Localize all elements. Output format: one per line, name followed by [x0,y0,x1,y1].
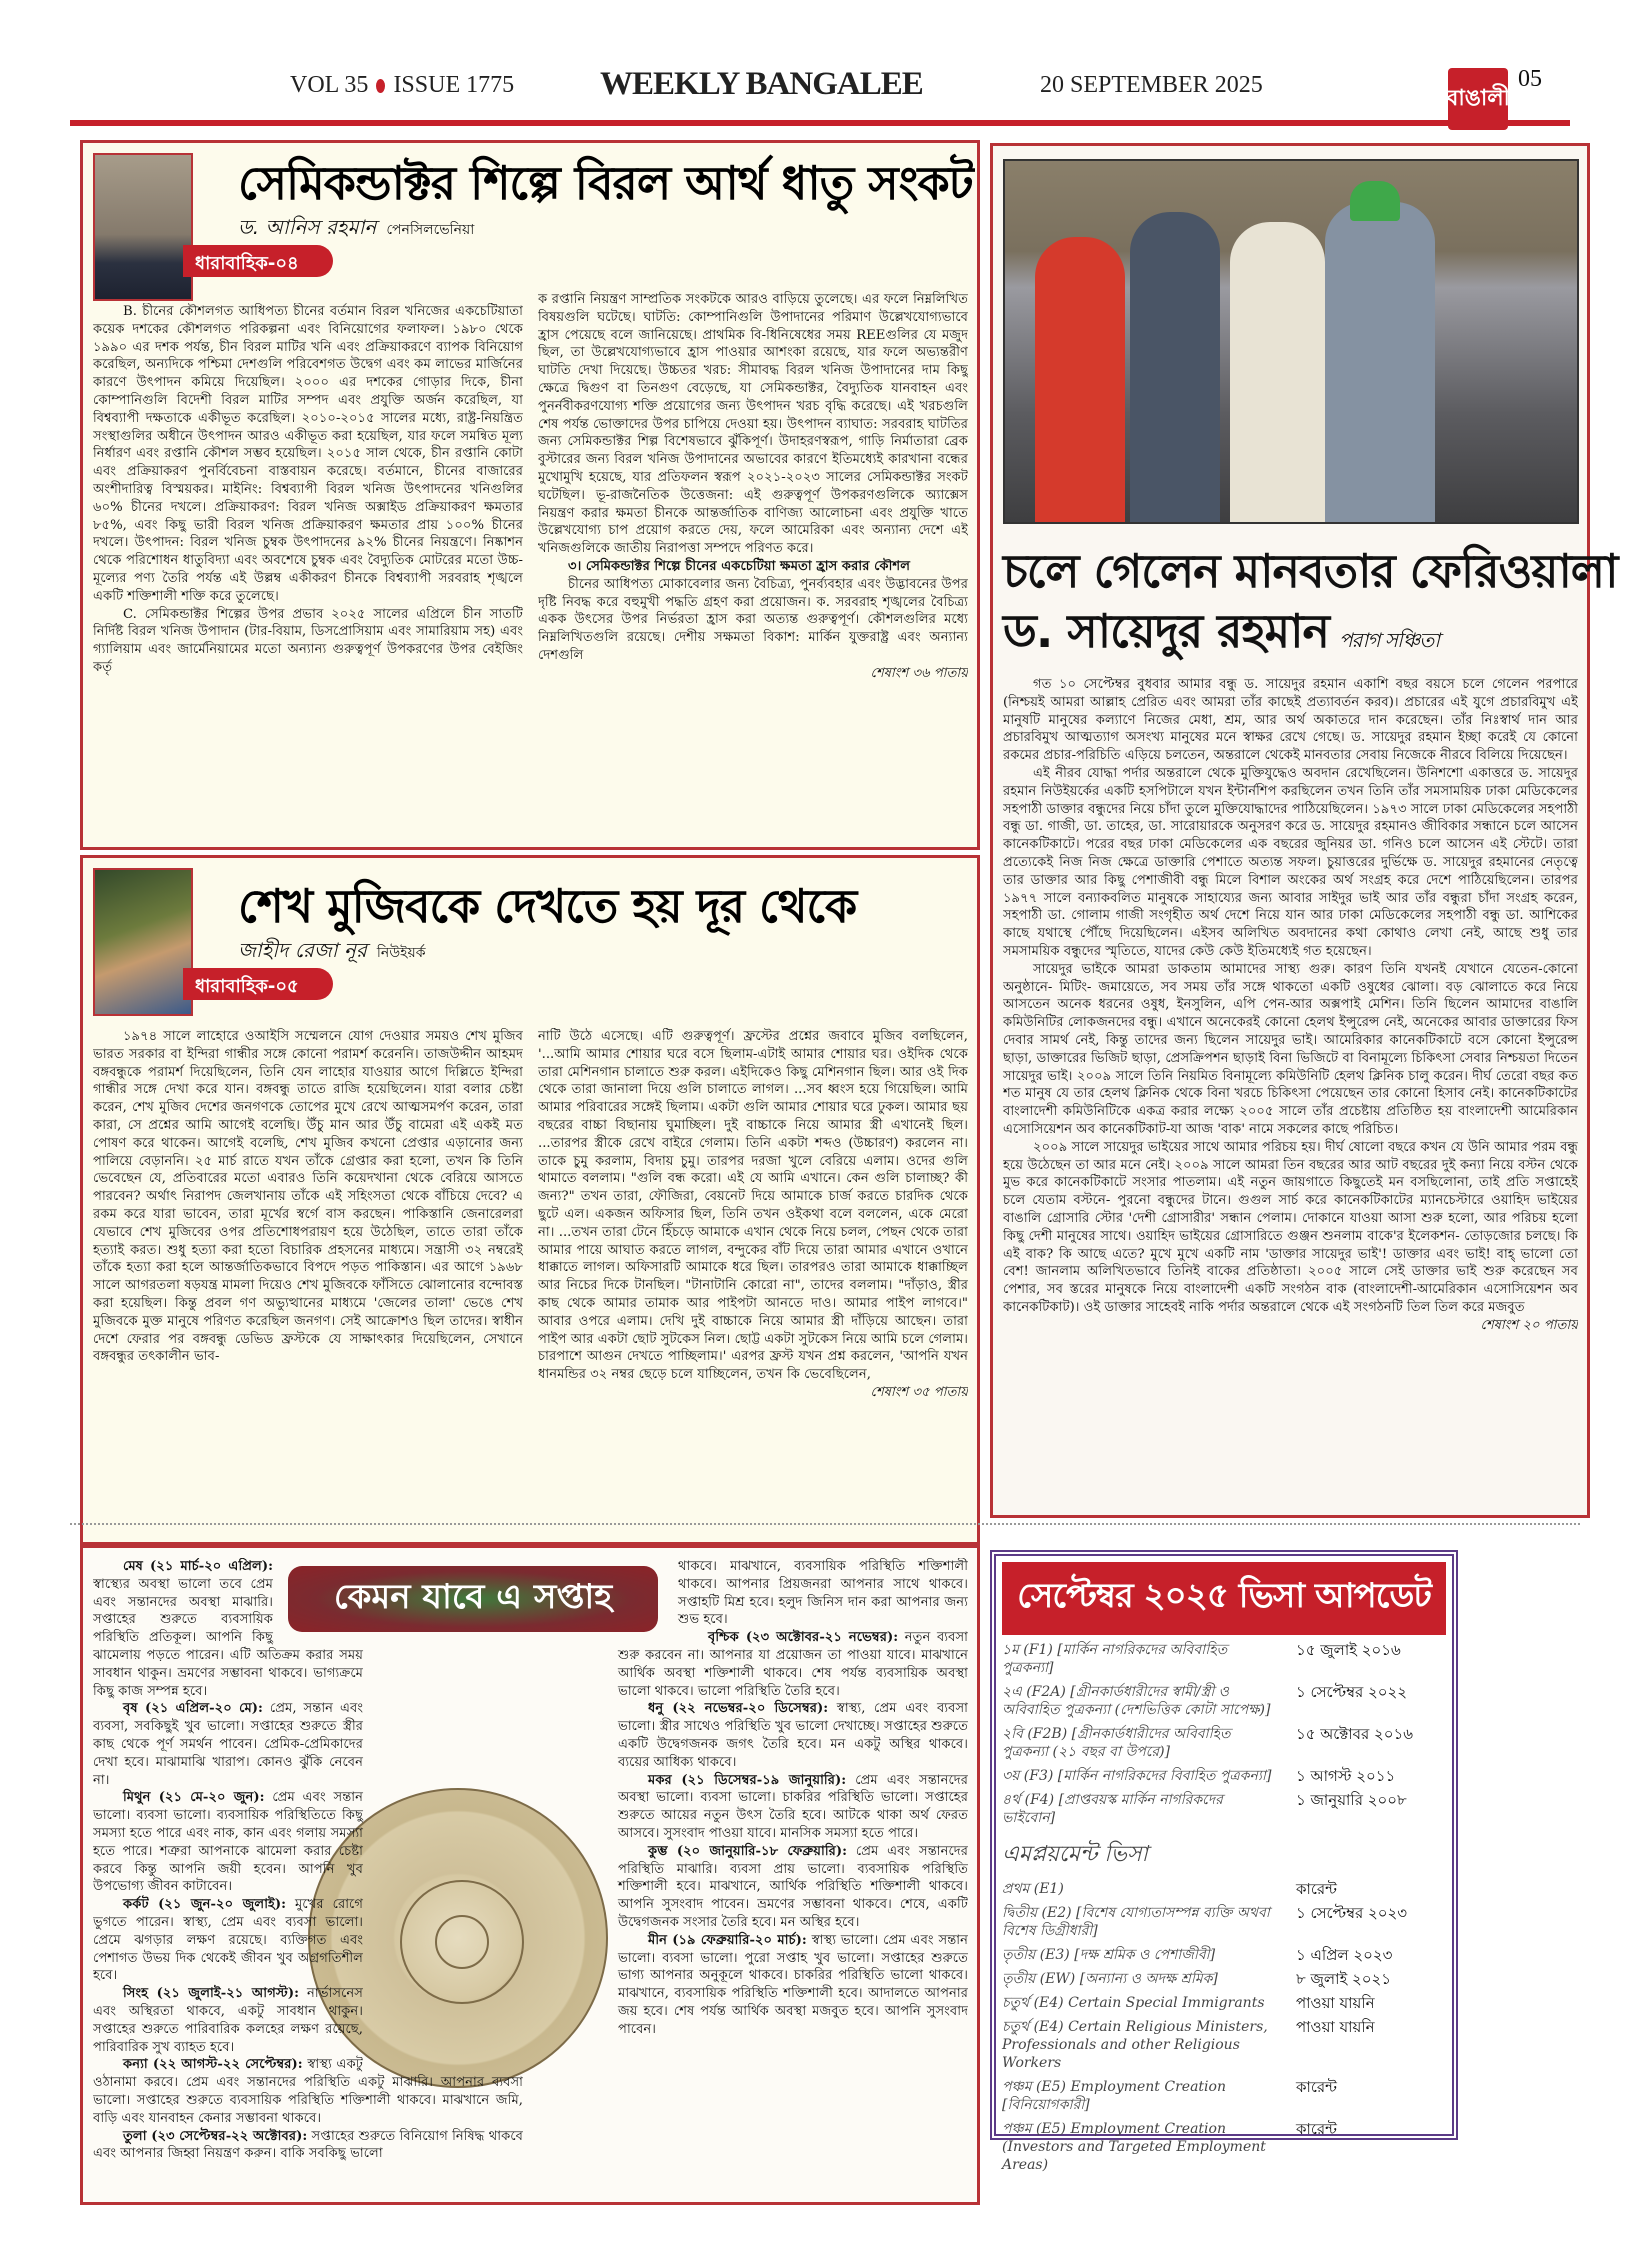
sign-text: স্বাস্থ্য ভালো। প্রেম এবং সন্তান ভালো। ব্যবসা ভালো। পুরো সপ্তাহ খুব ভালো। সপ্তাহের শুরুতে ভাগ্য আপনার অনুকূলে থাকবে। চাকরির পরিস্থিতি ভালো থাকবে। মাঝখানে, ব্যবসায়িক পরিস্থিতি শক্তিশালী হবে। আদালতে আপনার জয় হবে। শেষ পর্যন্ত আর্থিক অবস্থা মজবুত হবে। আপনি সুসংবাদ পাবেন। [618,1932,968,2037]
spacer [538,1558,678,1638]
article-body [1003,676,1578,1506]
headline-line-1: চলে গেলেন মানবতার ফেরিওয়ালা [1003,544,1618,598]
visa-category: তৃতীয় (E3) [দক্ষ শ্রমিক ও পেশাজীবী] [1002,1947,1216,1963]
sign-name: তুলা (২৩ সেপ্টেম্বর-২২ অক্টোবর): [123,2128,308,2144]
sign-text: সপ্তাহের শুরুতে বিনিয়োগ নিষিদ্ধ থাকবে এবং আপনার জিহ্বা নিয়ন্ত্রণ করুন। বাকি সবকিছু ভালো [93,2128,523,2162]
sign-text: নতুন ব্যবসা শুরু করবেন না। আপনার যা প্রয়োজন তা পাওয়া যাবে। মাঝখানে আর্থিক অবস্থা শক্তিশালী থাকবে। শেষ পর্যন্ত ব্যবসায়িক অবস্থা ভালো থাকবে। ভালো পরিস্থিতি তৈরি হবে। [618,1630,968,1699]
group-photo [1003,159,1579,524]
sign-text: প্রেম এবং সন্তান ভালো। ব্যবসা ভালো। ব্যবসায়িক পরিস্থিতিতে কিছু সমস্যা হতে পারে এবং নাক, কান এবং গলায় সমস্যা হতে পারে। শত্রুরা আপনাকে ঝামেলা করার চেষ্টা করবে কিন্তু আপনি জয়ী হবেন। আপনি খুব উপভোগ্য জীবন কাটাবেন। [93,1790,363,1895]
visa-row [1002,2078,1446,2114]
author-location: নিউইয়র্ক [376,945,426,961]
visa-category: দ্বিতীয় (E2) [বিশেষ যোগ্যতাসম্পন্ন ব্যক্তি অথবা বিশেষ ডিগ্রীধারী] [1002,1905,1270,1939]
continued-notice: শেষাংশ ৩৬ পাতায় [870,665,968,681]
visa-date: ১ সেপ্টেম্বর ২০২২ [1296,1683,1408,1701]
visa-row [1002,1683,1446,1719]
horoscope-section [80,1545,980,2205]
visa-category: প্রথম (E1) [1002,1881,1064,1897]
visa-row [1002,2120,1446,2174]
article-sheikh-mujib [80,855,980,1545]
visa-date: ১ সেপ্টেম্বর ২০২৩ [1296,1904,1408,1922]
sign-text: স্বাস্থ্যের অবস্থা ভালো তবে প্রেম এবং সন্তানদের অবস্থা মাঝারি। সপ্তাহের শুরুতে ব্যবসায়িক পরিস্থিতি প্রতিকূল। আপনি কিছু ঝামেলায় পড়তে পারেন। এটি অতিক্রম করার সময় সাবধান থাকুন। ভ্রমণের সম্ভাবনা থাকবে। ভাগ্যক্রমে কিছু কাজ সম্পন্ন হবে। [93,1576,363,1699]
sign-text: নার্ভাসনেস এবং অস্থিরতা থাকবে, একটু সাবধান থাকুন। সপ্তাহের শুরুতে পারিবারিক কলহের লক্ষণ রয়েছে, পারিবারিক সুখ ব্যাহত হবে। [93,1986,363,2055]
paragraph: গত ১০ সেপ্টেম্বর বুধবার আমার বন্ধু ড. সায়েদুর রহমান একাশি বছর বয়সে চলে গেলেন পরপারে (নিশ্চয়ই আমরা আল্লাহ প্রেরিত এবং আমরা তাঁর কাছেই প্রত্যাবর্তন করব)। প্রচারের এই যুগে প্রচারবিমুখ এই মানুষটি মানুষের কল্যাণে নিজের মেধা, শ্রম, আর অর্থ অকাতরে দান করেছেন। তাঁর নিঃস্বার্থ দান আর প্রচারবিমুখ আত্মত্যাগ অসংখ্য মানুষের মনে স্বাক্ষর রেখে গেছে। ড. সায়েদুর রহমান ইচ্ছা করেই যে কোনো রকমের প্রচার-পরিচিতি এড়িয়ে চলতেন, অন্তরালে থেকেই মানবতার সেবায় নিজেকে নীরবে বিলিয়ে দিয়েছেন। [1003,677,1578,764]
sign-text: স্বাস্থ্য, প্রেম এবং ব্যবসা ভালো। স্ত্রীর সাথেও পরিস্থিতি খুব ভালো দেখাচ্ছে। সপ্তাহের শুরুতে একটি উদ্বেগজনক জগৎ তৈরি হবে। মন একটু অস্থির থাকবে। ব্যয়ের আধিক্য থাকবে। [618,1701,968,1770]
employment-visa-heading: এমপ্লয়মেন্ট ভিসা [1002,1842,1148,1867]
bullet-dot-icon [376,79,385,93]
article-column-2 [538,1028,968,1533]
sign-text: স্বাস্থ্য একটু ওঠানামা করবে। প্রেম এবং সন্তানদের পরিস্থিতি একটু মাঝারি। আপনার ব্যবসা ভালো। সপ্তাহের শুরুতে ব্যবসায়িক পরিস্থিতি শক্তিশালী থাকবে। মাঝখানে জমি, বাড়ি এবং যানবাহন কেনার সম্ভাবনা থাকবে। [93,2057,523,2126]
publication-logo: বাঙালী [1448,68,1508,130]
visa-category: তৃতীয় (EW) [অন্যান্য ও অদক্ষ শ্রমিক] [1002,1971,1218,1987]
masthead [0,60,1650,120]
photo-person [1035,237,1125,522]
paragraph: সায়েদুর ভাইকে আমরা ডাকতাম আমাদের সাস্থ্য গুরু। কারণ তিনি যখনই যেখানে যেতেন-কোনো অনুষ্ঠানে- মিটিং- জমায়েতে, সব সময় তাঁর সঙ্গে থাকতো একটি ওষুধের ঝোলা। বড় ঝোলাতে করে নিয়ে আসতেন অনেক ধরনের ওষুধ, ইনসুলিন, এপি পেন-আর অক্সপাই মেশিন। তিনি ছিলেন আমাদের বাঙালি কমিউনিটির লোকজনদের বন্ধু। এখানে অনেকেরই কোনো হেলথ ইন্সুরেন্স নেই, অনেকের আবার ডাক্তারের ফিস দেবার সামর্থ নেই, কিন্তু তাদের জন্য ছিলেন সায়েদুর ভাই। আমেরিকার কানেকটিকাটে বসে কোনো ইন্সুরেন্স ছাড়া, ডাক্তারের ভিজিট ছাড়া, প্রেসক্রিপশন ছাড়াই বিনা ভিজিটে বা বিনামূল্যে চিকিৎসা সেবার নিশ্চয়তা দিতেন সায়েদুর ভাই। ২০০৯ সালে তিনি নিয়মিত বিনামূল্যে কমিউনিটি হেলথ ক্লিনিক চালু করেন। দীর্ঘ তেরো বছর কত শত মানুষ যে তার হেলথ ক্লিনিক থেকে বিনা খরচে চিকিৎসা পেয়েছেন তার কোনো হিসাব নেই। কানেকটিকাটের বাংলাদেশী কমিউনিটিকে একত্র করার লক্ষ্যে ২০০৫ সালে তাঁর প্রচেষ্টায় প্রতিষ্ঠিত হয় বাংলাদেশী আমেরিকান এসোসিয়েশন অব কানেকটিকাট-যা আজ 'বাক' নামে সকলের কাছে পরিচিত। [1003,961,1578,1137]
author-name: ড. আনিস রহমান [238,215,377,239]
sign-text: প্রেম এবং সন্তানদের অবস্থা ভালো। ব্যবসা ভালো। চাকরির পরিস্থিতি ভালো। সপ্তাহের শুরুতে আয়ের নতুন উৎস তৈরি হবে। আটকে থাকা অর্থ ফেরত আসবে। সুসংবাদ পাওয়া যাবে। মানসিক সমস্যা হতে পারে। [618,1772,968,1841]
horoscope-column-right [538,1558,968,2198]
article-column-1 [93,1028,523,1533]
sign-name: মীন (১৯ ফেব্রুয়ারি-২০ মার্চ): [648,1932,807,1948]
visa-row [1002,1904,1446,1940]
masthead-rule [70,120,1570,126]
visa-update-box [990,1550,1458,2173]
visa-row [1002,1767,1446,1785]
article-byline [238,936,426,969]
series-tag: ধারাবাহিক-০৫ [183,968,333,1000]
sign-text: প্রেম, সন্তান এবং ব্যবসা, সবকিছুই খুব ভালো। সপ্তাহের শুরুতে স্ত্রীর কাছ থেকে পূর্ণ সমর্থন পাবেন। প্রেমিক-প্রেমিকাদের দেখা হবে। মাঝামাঝি খারাপ। কোনও ঝুঁকি নেবেন না। [93,1701,364,1788]
visa-date: ১৫ জুলাই ২০১৬ [1296,1641,1401,1659]
article-semiconductor [80,140,980,850]
visa-row [1002,1994,1446,2012]
article-headline: সেমিকন্ডাক্টর শিল্পে বিরল আর্থ ধাতু সংকট [238,156,973,210]
visa-date: ১ জানুয়ারি ২০০৮ [1296,1791,1407,1809]
series-tag: ধারাবাহিক-০৪ [183,245,333,277]
visa-category: ২বি (F2B) [গ্রীনকার্ডধারীদের অবিবাহিত পুত্রকন্যা (২১ বছর বা উপরে)] [1002,1726,1231,1760]
article-headline [1003,541,1617,670]
horoscope-entry [538,1629,968,1700]
spacer [238,288,523,302]
visa-row [1002,2018,1446,2072]
visa-date: পাওয়া যায়নি [1296,1994,1375,2012]
sign-name: মকর (২১ ডিসেম্বর-১৯ জানুয়ারি): [648,1772,847,1788]
issue-info [290,72,514,99]
section-divider [70,1523,1580,1525]
continued-notice: শেষাংশ ৩৫ পাতায় [870,1384,968,1400]
visa-title: সেপ্টেম্বর ২০২৫ ভিসা আপডেট [1002,1562,1446,1635]
sign-name: কুম্ভ (২০ জানুয়ারি-১৮ ফেব্রুয়ারি): [648,1843,848,1859]
article-headline: শেখ মুজিবকে দেখতে হয় দূর থেকে [238,879,857,933]
photo-person [1325,202,1435,522]
spacer [273,1558,523,1638]
sign-text: প্রেম এবং সন্তানদের পরিস্থিতি মাঝারি। ব্যবসা প্রায় ভালো। ব্যবসায়িক পরিস্থিতি শক্তিশালী হবে। মাঝখানে, আর্থিক পরিস্থিতি শক্তিশালী থাকবে। আপনি সুসংবাদ পাবেন। ভ্রমণের সম্ভাবনা থাকবে। শেষে, একটি উদ্বেগজনক সংসার তৈরি হবে। মন অস্থির হবে। [618,1843,968,1930]
photo-hat [1350,181,1400,221]
author-location: পেনসিলভেনিয়া [386,222,475,238]
article-column-1 [93,303,523,843]
visa-date: ১ আগস্ট ২০১১ [1296,1767,1396,1785]
visa-category: ৩য় (F3) [মার্কিন নাগরিকদের বিবাহিত পুত্রকন্যা] [1002,1768,1272,1784]
headline-name: ড. সায়েদুর রহমান [1003,604,1329,658]
family-visa-table [1002,1641,1446,1827]
paragraph: এই নীরব যোদ্ধা পর্দার অন্তরালে থেকে মুক্তিযুদ্ধেও অবদান রেখেছিলেন। উনিশশো একাত্তরে ড. সায়েদুর রহমান নিউইয়র্কের একটি হসপিটালে যখন ইন্টার্নশিপ করছিলেন তখন তিনি তাঁর সমসাময়িক ঢাকা মেডিকেলের সহপাঠী ডাক্তার বন্ধুদের নিয়ে চাঁদা তুলে মুক্তিযোদ্ধাদের পাঠিয়েছিলেন। ১৯৭৩ সালে ঢাকা মেডিকেলের সহপাঠী বন্ধু ডা. গাজী, ডা. তাহের, ডা. সারোয়ারকে অনুসরণ করে ড. সায়েদুর রহমানও জীবিকার সন্ধানে চলে আসেন কানেকটিকাটে। পরের বছর ঢাকা মেডিকেলের এক বছরের জুনিয়র ডা. গনিও চলে আসেন এই স্টেটে। তারা প্রত্যেকেই নিজ নিজ ক্ষেত্রে ডাক্তারি পেশাতে অত্যন্ত সফল। চুয়াত্তরের দুর্ভিক্ষে ড. সায়েদুর রহমানের নেতৃত্বে তার ডাক্তার আর কিছু পেশাজীবী বন্ধু মিলে বিশাল অংকের অর্থ সংগ্রহ করে দেশে পাঠিয়েছিলেন। তারপর ১৯৭৭ সালে বন্যাকবলিত মানুষকে সাহায্যের জন্য আবার সাইদুর ভাই আর তাঁর বন্ধুরা চাঁদা সংগ্রহ করেন, সহপাঠী ডা. গোলাম গাজী সংগৃহীত অর্থ দেশে নিয়ে যান আর ঢাকা মেডিকেলের সহপাঠী বন্ধু ডা. আশিকের কাছে যথাস্থে পৌঁছে দিয়েছিলেন। এইসব অলিখিত অবদানের কথা কোথাও লেখা নেই, আছে শুধু তার সমসাময়িক বন্ধুদের স্মৃতিতে, যাদের কেউ কেউ ইতিমধ্যেই গত হয়েছেন। [1003,765,1578,959]
visa-category: চতুর্থ (E4) Certain Religious Ministers, Professionals and other Religious Workers [1002,2019,1268,2071]
photo-person [1130,212,1220,522]
sign-name: মিথুন (২১ মে-২০ জুন): [123,1790,265,1806]
visa-category: ১ম (F1) [মার্কিন নাগরিকদের অবিবাহিত পুত্রকন্যা] [1002,1642,1228,1676]
visa-row [1002,1791,1446,1827]
visa-row [1002,1970,1446,1988]
sign-name: কন্যা (২২ আগস্ট-২২ সেপ্টেম্বর): [123,2057,303,2073]
author-portrait [93,153,193,301]
visa-row [1002,1946,1446,1964]
visa-category: পঞ্চম (E5) Employment Creation [বিনিয়োগকারী] [1002,2079,1226,2113]
sign-name: কর্কট (২১ জুন-২০ জুলাই): [123,1897,287,1913]
author-portrait [93,868,193,1016]
continued-notice: শেষাংশ ২০ পাতায় [1480,1317,1578,1333]
paragraph: B. চীনের কৌশলগত আধিপত্য চীনের বর্তমান বিরল খনিজের একচেটিয়াতা কয়েক দশকের কৌশলগত পরিকল্পনা এবং বিনিয়োগের ফলাফল। ১৯৮০ থেকে ১৯৯০ এর দশক পর্যন্ত, চীন বিরল মাটির খনি এবং প্রক্রিয়াকরণে ব্যাপক বিনিয়োগ করেছিল, অন্যদিকে পশ্চিমা দেশগুলি পরিবেশগত উদ্বেগ এবং কম লাভের মার্জিনের কারণে উৎপাদন কমিয়ে দিয়েছিল। ২০০০ এর দশকের গোড়ার দিকে, চীনা কোম্পানিগুলি বিদেশী বিরল মাটির সম্পদ এবং প্রযুক্তি অর্জন করেছিল, যা বিশ্বব্যাপী দক্ষতাকে একীভূত করেছিল। ২০১০-২০১৫ সালের মধ্যে, রাষ্ট্র-নিয়ন্ত্রিত সংস্থাগুলির অধীনে উৎপাদন আরও একীভূত করা হয়েছিল, যার ফলে সমন্বিত মূল্য নির্ধারণ এবং রপ্তানি কৌশল সম্ভব হয়েছিল। ২০১৫ সাল থেকে, চীন রপ্তানি কোটা এবং প্রক্রিয়াকরণ পুনর্বিবেচনা বাস্তবায়ন করেছে। বর্তমানে, চীনের বাজারের অংশীদারিত্ব বিস্ময়কর। মাইনিং: বিশ্বব্যাপী বিরল খনিজ উৎপাদনের খনিগুলির ৬০% চীনের দখলে। প্রক্রিয়াকরণ: বিরল খনিজ অক্সাইড প্রক্রিয়াকরণ ক্ষমতার ৮৫%, এবং কিছু ভারী বিরল খনিজ প্রক্রিয়াকরণ ক্ষমতার প্রায় ১০০% চীনের দখলে। উৎপাদন: বিরল খনিজ চুম্বক উৎপাদনের ৯২% চীনের নিয়ন্ত্রণে। নিষ্কাশন থেকে পরিশোধন ধাতুবিদ্যা এবং অবশেষে চুম্বক এবং বৈদ্যুতিক মোটরের মতো উচ্চ-মূল্যের পণ্য তৈরি পর্যন্ত এই উল্লম্ব একীকরণ চীনকে বিশ্বব্যাপী সরবরাহ শৃঙ্খলে একটি শক্তিশালী শক্তি করে তুলেছে। [93,304,523,604]
issue: ISSUE 1775 [393,72,515,98]
author-name: পরাগ সঞ্চিতা [1338,628,1440,652]
article-obituary [990,143,1618,1518]
photo-person [1230,222,1325,522]
visa-date: পাওয়া যায়নি [1296,2018,1375,2036]
paragraph: C. সেমিকন্ডাক্টর শিল্পের উপর প্রভাব ২০২৫ সালের এপ্রিলে চীন সাতটি নির্দিষ্ট বিরল খনিজ উপাদান (টার-বিয়াম, ডিসপ্রোসিয়াম এবং সামারিয়াম সহ) এবং গ্যালিয়াম এবং জার্মেনিয়ামের মতো অন্যান্য গুরুত্বপূর্ণ উপকরণের উপর বেইজিং কর্তৃ [93,606,523,675]
sign-text: মুখের রোগে ভুগতে পারেন। স্বাস্থ্য, প্রেম এবং ব্যবসা ভালো। প্রেমে ঝগড়ার লক্ষণ রয়েছে। ব্যক্তিগত এবং পেশাগত উভয় দিক থেকেই জীবন খুব অগ্রগতিশীল হবে। [93,1897,363,1984]
visa-date: কারেন্ট [1296,2120,1337,2138]
publication-title: WEEKLY BANGALEE [600,66,923,102]
visa-category: পঞ্চম (E5) Employment Creation (Investors and Targeted Employment Areas) [1002,2121,1266,2173]
employment-visa-table [1002,1880,1446,2174]
visa-row [1002,1880,1446,1898]
visa-date: ৮ জুলাই ২০২১ [1296,1970,1392,1988]
paragraph: নাটি উঠে এসেছে। এটি গুরুত্বপূর্ণ। ফ্রস্টের প্রশ্নের জবাবে মুজিব বলছিলেন, '...আমি আমার শোয়ার ঘরে বসে ছিলাম-এটাই আমার শোয়ার ঘর। ওইদিক থেকে তারা মেশিনগান চালাতে শুরু করল। এইদিকেও কিছু মেশিনগান ছিল। আর ওই দিক থেকে তারা জানালা দিয়ে গুলি চালাতে লাগল। ...সব ধ্বংস হয়ে গিয়েছিল। আমি আমার পরিবারের সঙ্গেই ছিলাম। একটা গুলি আমার শোয়ার ঘরে ঢুকল। আমার ছয় বছরের বাচ্চা বিছানায় ঘুমাচ্ছিল। দুই বাচ্চাকে নিয়ে আমার স্ত্রী এখানেই ছিল। ...তারপর স্ত্রীকে রেখে বাইরে গেলাম। তিনি একটা শব্দও (উচ্চারণ) করলেন না। তাকে চুমু করলাম, বিদায় চুমু। তারপর দরজা খুলে বেরিয়ে এলাম। ওদের গুলি থামাতে বললাম। "গুলি বন্ধ করো। এই যে আমি এখানে। কেন গুলি চালাচ্ছ? কী জন্য?" তখন তারা, ফৌজিরা, বেয়নেট দিয়ে আমাকে চার্জ করতে চারদিক থেকে ছুটে এল। একজন অফিসার ছিল, তিনি তখন ওইকথা বলে বললেন, একে মেরো না। ...তখন তারা টেনে হিঁচড়ে আমাকে এখান থেকে নিয়ে চলল, পেছন থেকে তারা আমার পায়ে আঘাত করতে লাগল, বন্দুকের বাঁট দিয়ে তারা আমার এখানে ওখানে ধাক্কাতে লাগল। অফিসারটি আমাকে ধরে ছিল। তারপরও তারা আমাকে ধাক্কাচ্ছিল আর নিচের দিকে টানছিল। "টানাটানি কোরো না", তাদের বললাম। "দাঁড়াও, স্ত্রীর কাছ থেকে আমার তামাক আর পাইপটা আনতে দাও। আমার পাইপ লাগবে।" আবার ওপরে এলাম। দেখি দুই বাচ্চাকে নিয়ে আমার স্ত্রী দাঁড়িয়ে আছেন। তারা পাইপ আর একটা ছোট সুটকেস নিল। ছোট্ট একটা সুটকেস নিয়ে আমি চলে গেলাম। চারপাশে আগুন দেখতে পাচ্ছিলাম।' এরপর ফ্রস্ট যখন প্রশ্ন করলেন, 'আপনি যখন ধানমন্ডির ৩২ নম্বর ছেড়ে চলে যাচ্ছিলেন, তখন কি ভেবেছিলেন, [538,1029,968,1383]
page-number: 05 [1518,66,1542,92]
sign-name: বৃশ্চিক (২৩ অক্টোবর-২১ নভেম্বর): [708,1630,899,1646]
horoscope-title: কেমন যাবে এ সপ্তাহ [288,1566,658,1632]
spacer [363,1738,523,2068]
paragraph: ১৯৭৪ সালে লাহোরে ওআইসি সম্মেলনে যোগ দেওয়ার সময়ও শেখ মুজিব ভারত সরকার বা ইন্দিরা গান্ধীর সঙ্গে কোনো পরামর্শ করেননি। তাজউদ্দীন আহমদ বঙ্গবন্ধুকে পরামর্শ দিয়েছিলেন, তিনি যেন লাহোর যাওয়ার আগে দিল্লিতে ইন্দিরা গান্ধীর সঙ্গে দেখা করে যান। বঙ্গবন্ধু তাতে রাজি হয়েছিলেন। যারা বলার চেষ্টা করেন, শেখ মুজিব দেশের জনগণকে তোপের মুখে রেখে আত্মসমর্পণ করেন, তারা কারা, সে প্রশ্নের আমি আগেই বলেছি। উঁচু মান আর উঁচু বামেরা এই একই মত পোষণ করে থাকেন। আগেই বলেছি, শেখ মুজিব কখনো প্রেপ্তার এড়ানোর জন্য পালিয়ে বেড়াননি। ২৫ মার্চ রাতে যখন তাঁকে গ্রেপ্তার করা হলো, তখন কি তিনি ভেবেছেন যে, প্রতিবারের মতো এবারও তিনি কয়েদখানা থেকে বেরিয়ে আসতে পারবেন? অর্থাৎ নিরাপদ জেলখানায় তাঁকে এই সহিংসতা থেকে বাঁচিয়ে দেবে? এ রকম করে যারা ভাবেন, তারা মূর্খের স্বর্গে বাস করছেন। পাকিস্তানি জেনারেলরা যেভাবে শেখ মুজিবের ওপর প্রতিশোধপরায়ণ হয়ে উঠেছিল, তাতে তারা তাঁকে হত্যাই করত। শুধু হত্যা করা হতো বিচারিক প্রহসনের মাধ্যমে। সন্ত্রাসী ৩২ নম্বরেই তাঁকে হত্যা করা হলে আন্তর্জাতিকভাবে বিপদে পড়ত পাকিস্তান। এর আগে ১৯৬৮ সালে আগরতলা ষড়যন্ত্র মামলা দিয়েও শেখ মুজিবকে ফাঁসিতে ঝোলানোর বন্দোবস্ত করা হয়েছিল। কিন্তু প্রবল গণ অভ্যুত্থানের মাধ্যমে 'জেলের তালা' ভেঙে শেখ মুজিবকে মুক্ত মানুষে পরিণত করেছিল জনগণ। সেই আক্রোশও ছিল তাদের। স্বাধীন দেশে ফেরার পর বঙ্গবন্ধু ডেভিড ফ্রস্টকে যে সাক্ষাৎকার দিয়েছিলেন, সেখানে বঙ্গবন্ধুর তৎকালীন ভাব- [93,1029,523,1365]
paragraph: চীনের আধিপত্য মোকাবেলার জন্য বৈচিত্র্য, পুনর্ব্যবহার এবং উদ্ভাবনের উপর দৃষ্টি নিবদ্ধ করে বহুমুখী পদ্ধতি গ্রহণ করা প্রয়োজন। ক. সরবরাহ শৃঙ্খলের বৈচিত্র্য একক উৎসের উপর নির্ভরতা হ্রাস করা অত্যন্ত গুরুত্বপূর্ণ। কৌশলগুলির মধ্যে নিম্নলিখিতগুলি রয়েছে। দেশীয় সক্ষমতা বিকাশ: মার্কিন যুক্তরাষ্ট্র এবং অন্যান্য দেশগুলি [538,576,968,663]
paragraph: ক রপ্তানি নিয়ন্ত্রণ সাম্প্রতিক সংকটকে আরও বাড়িয়ে তুলেছে। এর ফলে নিম্নলিখিত বিষয়গুলি ঘটেছে। ঘাটতি: কোম্পানিগুলি উপাদানের পরিমাণ উল্লেখযোগ্যভাবে হ্রাস পেয়েছে বলে জানিয়েছে। প্রাথমিক বি-ধিনিষেধের সময় REEগুলির যে মজুদ ছিল, তা উল্লেখযোগ্যভাবে হ্রাস পাওয়ার আশংকা রয়েছে, যার ফলে অভ্যন্তরীণ ঘাটতি দেখা দিয়েছে। উচ্চতর খরচ: সীমাবদ্ধ বিরল খনিজ উপাদানের দাম কিছু ক্ষেত্রে দ্বিগুণ বা তিনগুণ বেড়েছে, যা সেমিকন্ডাক্টর, বৈদ্যুতিক যানবাহন এবং পুনর্নবীকরণযোগ্য শক্তি প্রয়োগের জন্য উৎপাদন খরচ বৃদ্ধি করেছে। এই খরচগুলি শেষ পর্যন্ত ভোক্তাদের উপর চাপিয়ে দেওয়া হয়। উৎপাদন ব্যাঘাত: সরবরাহ ঘাটতির জন্য সেমিকন্ডাক্টর শিল্প বিশেষভাবে ঝুঁকিপূর্ণ। উদাহরণস্বরূপ, গাড়ি নির্মাতারা ব্রেক বুস্টারের জন্য বিরল খনিজ উপাদানের অভাবের কারণে ইতিমধ্যেই কারখানা বন্ধের মুখোমুখি হয়েছে, যার প্রতিফলন স্বরূপ ২০২১-২০২৩ সালের সেমিকন্ডাক্টর সংকট ঘটেছিল। ভূ-রাজনৈতিক উত্তেজনা: এই গুরুত্বপূর্ণ উপকরণগুলিকে অ্যাক্সেস নিয়ন্ত্রণ করার ক্ষমতা চীনকে আন্তর্জাতিক বাণিজ্য আলোচনা এবং প্রযুক্তি খাতে উল্লেখযোগ্য চাপ প্রয়োগ করতে দেয়, ফলে আমেরিকা এবং অন্যান্য দেশে এই খনিজগুলিকে জাতীয় নিরাপত্তা সম্পদে পরিণত করে। [538,292,968,557]
visa-category: ২এ (F2A) [গ্রীনকার্ডধারীদের স্বামী/স্ত্রী ও অবিবাহিত পুত্রকন্যা (দেশভিত্তিক কোটা সাপেক্ষ)] [1002,1684,1271,1718]
article-column-2 [538,291,968,846]
sign-text: থাকবে। মাঝখানে, ব্যবসায়িক পরিস্থিতি শক্তিশালী থাকবে। আপনার প্রিয়জনরা আপনার সাথে থাকবে। সপ্তাহটি মিশ্র হবে। হলুদ জিনিস দান করা আপনার জন্য শুভ হবে। [678,1559,968,1628]
visa-row [1002,1641,1446,1677]
author-name: জাহীদ রেজা নূর [238,938,367,962]
spacer [538,1698,618,2038]
sign-name: বৃষ (২১ এপ্রিল-২০ মে): [123,1701,263,1717]
article-byline [238,213,474,246]
horoscope-column-left [93,1558,523,2198]
visa-date: কারেন্ট [1296,1880,1337,1898]
sign-name: মেষ (২১ মার্চ-২০ এপ্রিল): [123,1559,273,1574]
visa-date: কারেন্ট [1296,2078,1337,2096]
issue-date: 20 SEPTEMBER 2025 [1040,72,1263,98]
headline-line-2 [1003,601,1617,670]
visa-date: ১ এপ্রিল ২০২৩ [1296,1946,1393,1964]
visa-category: চতুর্থ (E4) Certain Special Immigrants [1002,1995,1265,2011]
visa-date: ১৫ অক্টোবর ২০১৬ [1296,1725,1414,1743]
horoscope-entry [93,2128,523,2164]
sign-name: সিংহ (২১ জুলাই-২১ আগস্ট): [123,1986,299,2002]
section-heading: ৩। সেমিকন্ডাক্টর শিল্পে চীনের একচেটিয়া ক্ষমতা হ্রাস করার কৌশল [568,558,911,574]
paragraph: ২০০৯ সালে সায়েদুর ভাইয়ের সাথে আমার পরিচয় হয়। দীর্ঘ ষোলো বছরে কখন যে উনি আমার পরম বন্ধু হয়ে উঠেছেন তা আর মনে নেই। ২০০৯ সালে আমরা তিন বছরের আর আট বছরের দুই কন্যা নিয়ে বস্টন থেকে মুভ করে কানেকটিকাটে সংসার পাতলাম। এই নতুন জায়গাতে কিছুতেই মন বসছিলোনা, তাই প্রতি সপ্তাহেই চলে যেতাম বস্টনে- পুরনো বন্ধুদের টানে। গুগুল সার্চ করে কানেকটিকাটের ম্যানচেস্টারে ওয়াহিদ ভাইয়ের বাঙালি গ্রোসারি স্টোর 'দেশী গ্রোসারীর' সন্ধান পেলাম। দোকানে যাওয়া আসা শুরু হলো, আর পরিচয় হলো কিছু দেশী মানুষের সাথে। ওয়াহিদ ভাইয়ের গ্রোসারিতে গুঞ্জন শুনলাম বাকে'র ইলেকশন- তোড়জোর চলছে। কি এই বাক? কি আছে এতে? মুখে মুখে একটি নাম 'ডাক্তার সায়েদুর ভাই'! ডাক্তার এবং ভাই! বাহ্ ভালো তো বেশ! জানলাম অলিখিতভাবে তিনিই বাকের প্রতিষ্ঠাতা। ২০০৫ সালে সেই ডাক্তার ভাই শুরু করেছেন সব পেশার, সব স্তরের মানুষকে নিয়ে বাংলাদেশী একটি সংগঠন বাক (বাংলাদেশী-আমেরিকান এসোসিয়েশন অব কানেকটিকাট)। ওই ডাক্তার সাহেবই নাকি পর্দার অন্তরালে থেকে এই সংগঠনটি তিল তিল করে মজবুত [1003,1139,1578,1315]
volume: VOL 35 [290,72,369,98]
sign-name: ধনু (২২ নভেম্বর-২০ ডিসেম্বর): [648,1701,829,1717]
visa-category: ৪র্থ (F4) [প্রাপ্তবয়স্ক মার্কিন নাগরিকদের ভাইবোন] [1002,1792,1223,1826]
visa-row [1002,1725,1446,1761]
